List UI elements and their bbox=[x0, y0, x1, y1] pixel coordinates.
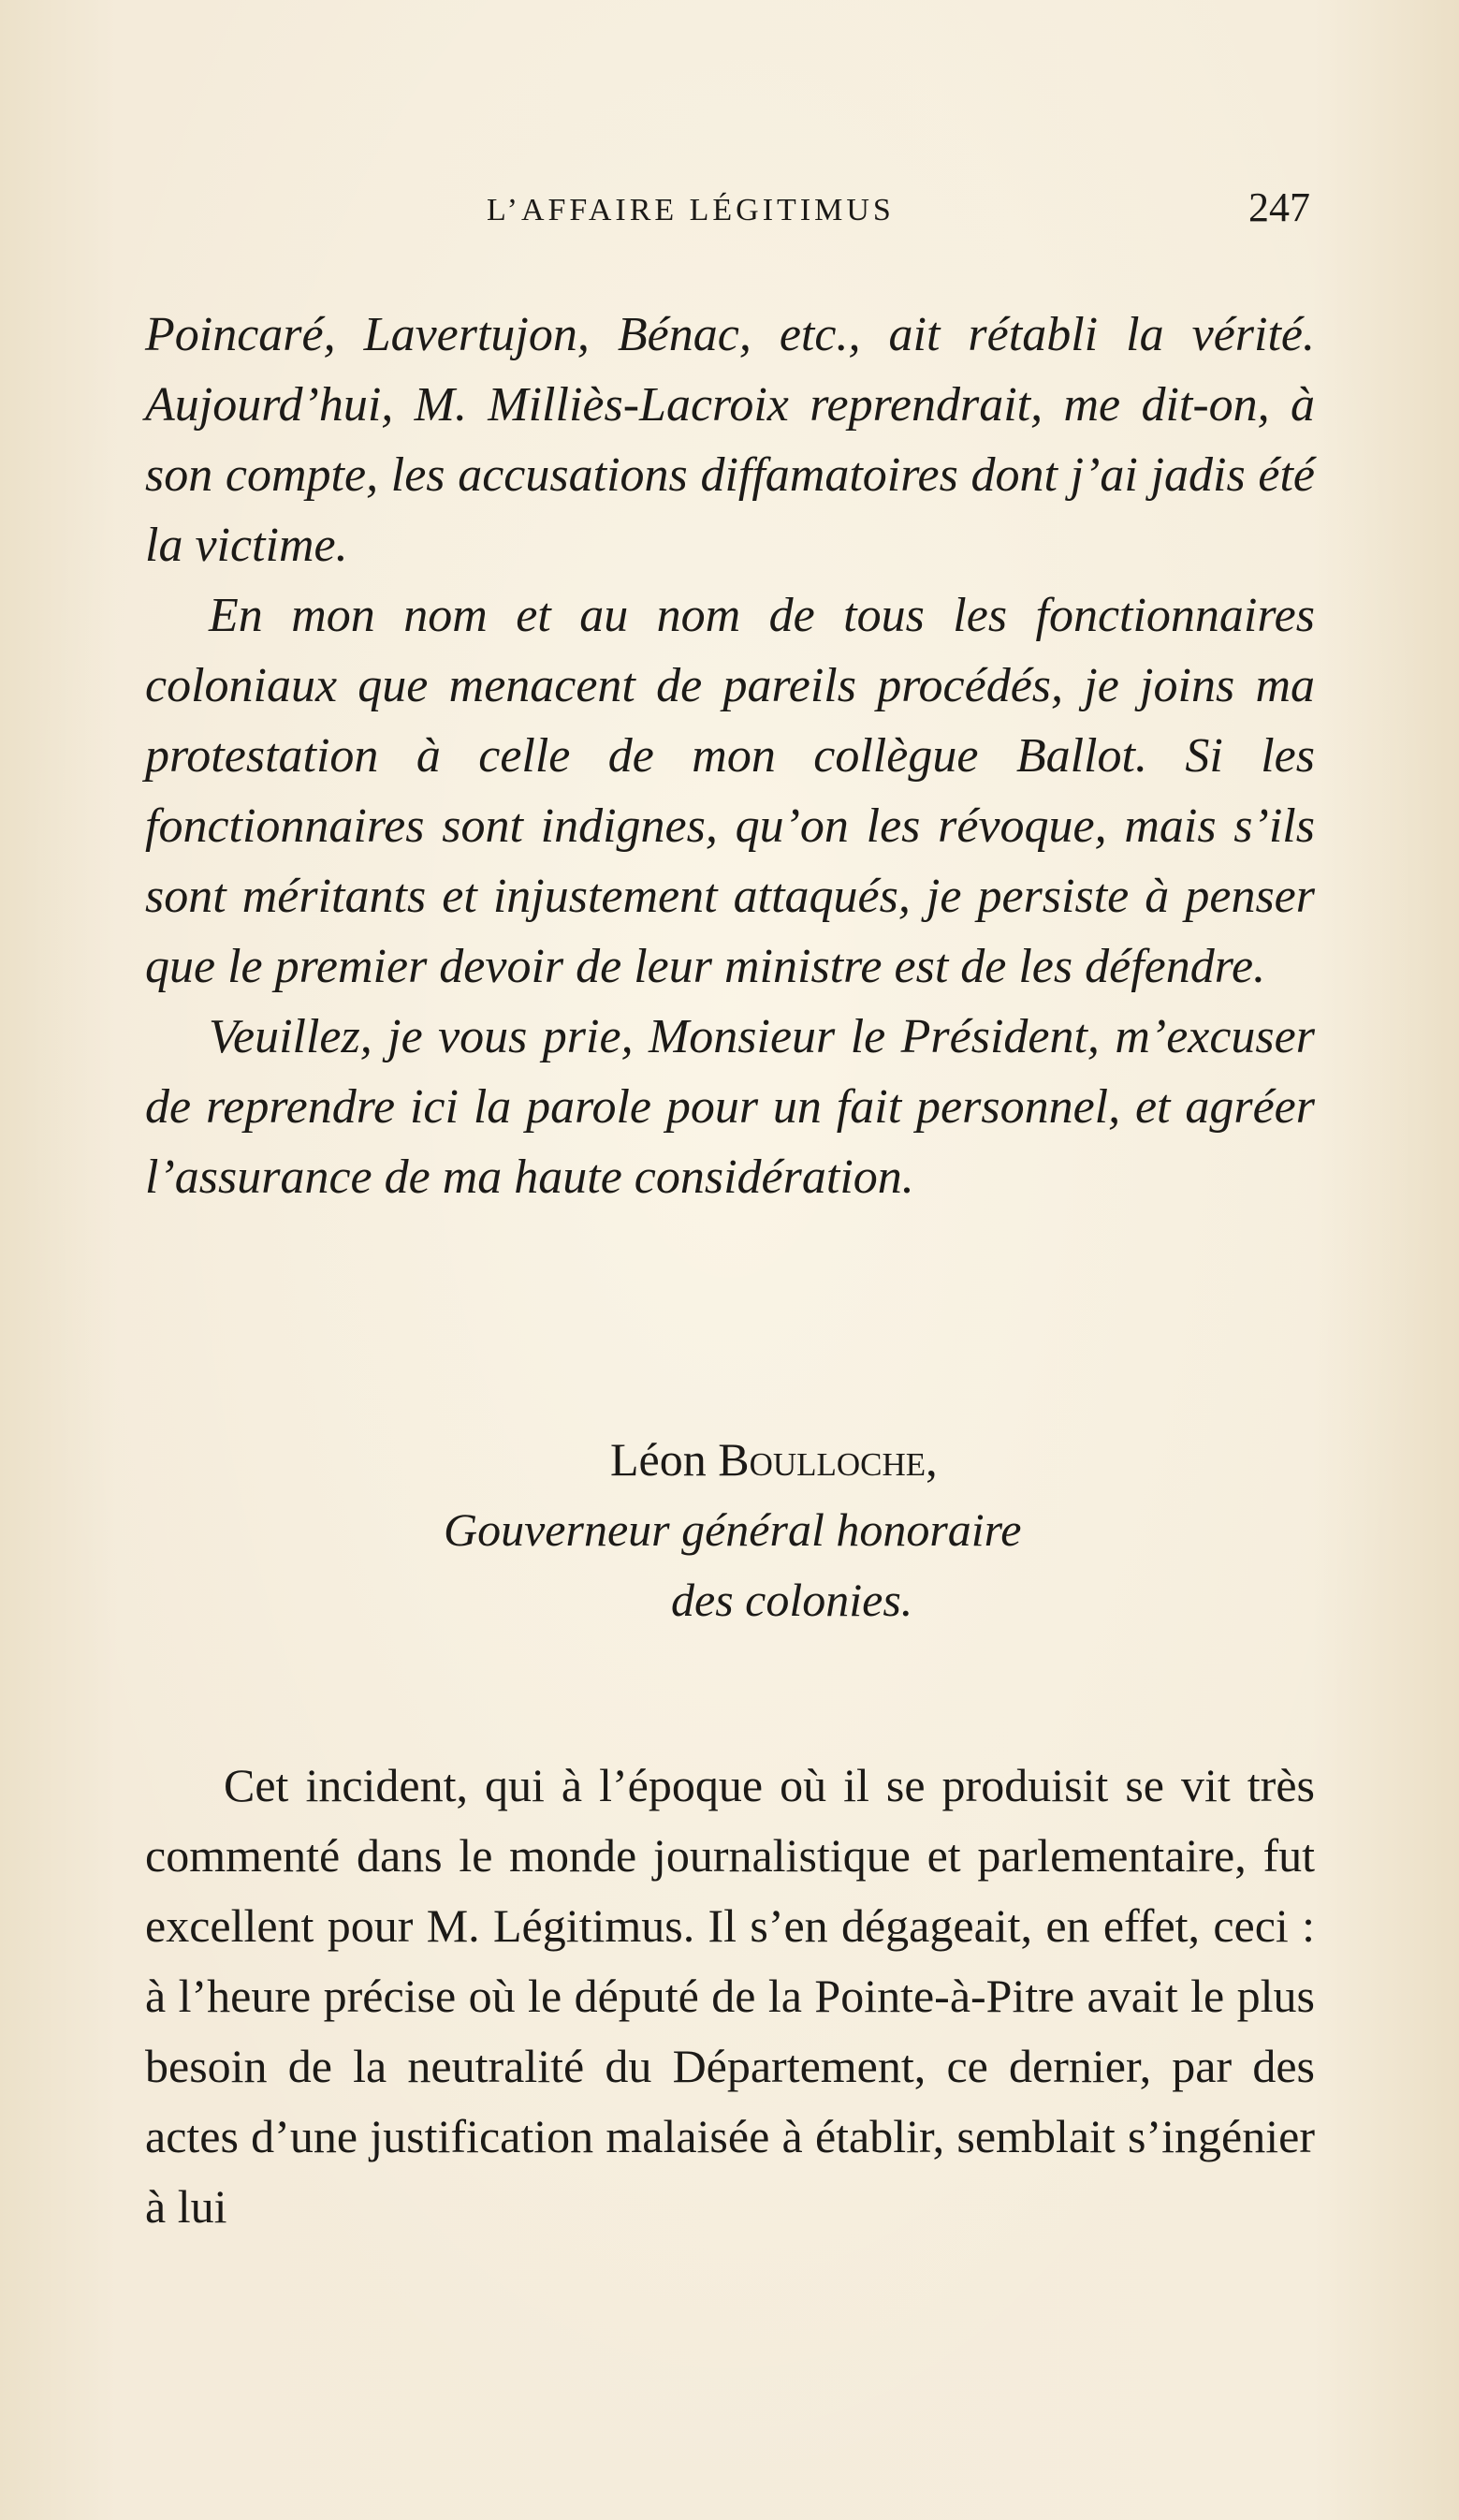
narrative-text bbox=[145, 1751, 1315, 2242]
running-title: L’AFFAIRE LÉGITIMUS bbox=[487, 193, 895, 227]
letter-paragraph-2: En mon nom et au nom de tous les fonctionnaires coloniaux que menacent de pareils procédés, je joins ma protestation à celle de mon collègue Ballot. Si les fonctionnaires sont indignes, qu’on les révoque, mais s’ils sont méritants et injustement attaqués, je persiste à penser que le premier devoir de leur ministre est de les défendre. bbox=[145, 589, 1315, 993]
letter-paragraph-1: Poincaré, Lavertujon, Bénac, etc., ait rétabli la vérité. Aujourd’hui, M. Milliès-Lacroix reprendrait, me dit-on, à son compte, les accusations diffamatoires dont j’ai jadis été la victime. bbox=[145, 308, 1315, 572]
page-number: 247 bbox=[1248, 184, 1310, 230]
letter-text bbox=[145, 300, 1315, 1212]
letter-paragraph-3: Veuillez, je vous prie, Monsieur le Président, m’excuser de reprendre ici la parole pour un fait personnel, et agréer l’assurance de ma haute considération. bbox=[145, 1010, 1315, 1204]
signature-first-name: Léon bbox=[610, 1433, 719, 1486]
narrative-paragraph: Cet incident, qui à l’époque où il se produisit se vit très commenté dans le monde journalistique et parlementaire, fut excellent pour M. Légitimus. Il s’en dégageait, en effet, ceci : à l’heure précise où le député de la Pointe-à-Pitre avait le plus besoin de la neutralité du Département, ce dernier, par des actes d’une justification malaisée à établir, semblait s’ingénier à lui bbox=[145, 1759, 1315, 2233]
signature-title-line-2: des colonies. bbox=[671, 1574, 913, 1626]
signature-name bbox=[610, 1432, 938, 1487]
signature-title-line-1: Gouverneur général honoraire bbox=[444, 1503, 1022, 1556]
page-header bbox=[150, 183, 1310, 240]
signature-surname: Boulloche, bbox=[718, 1433, 938, 1486]
